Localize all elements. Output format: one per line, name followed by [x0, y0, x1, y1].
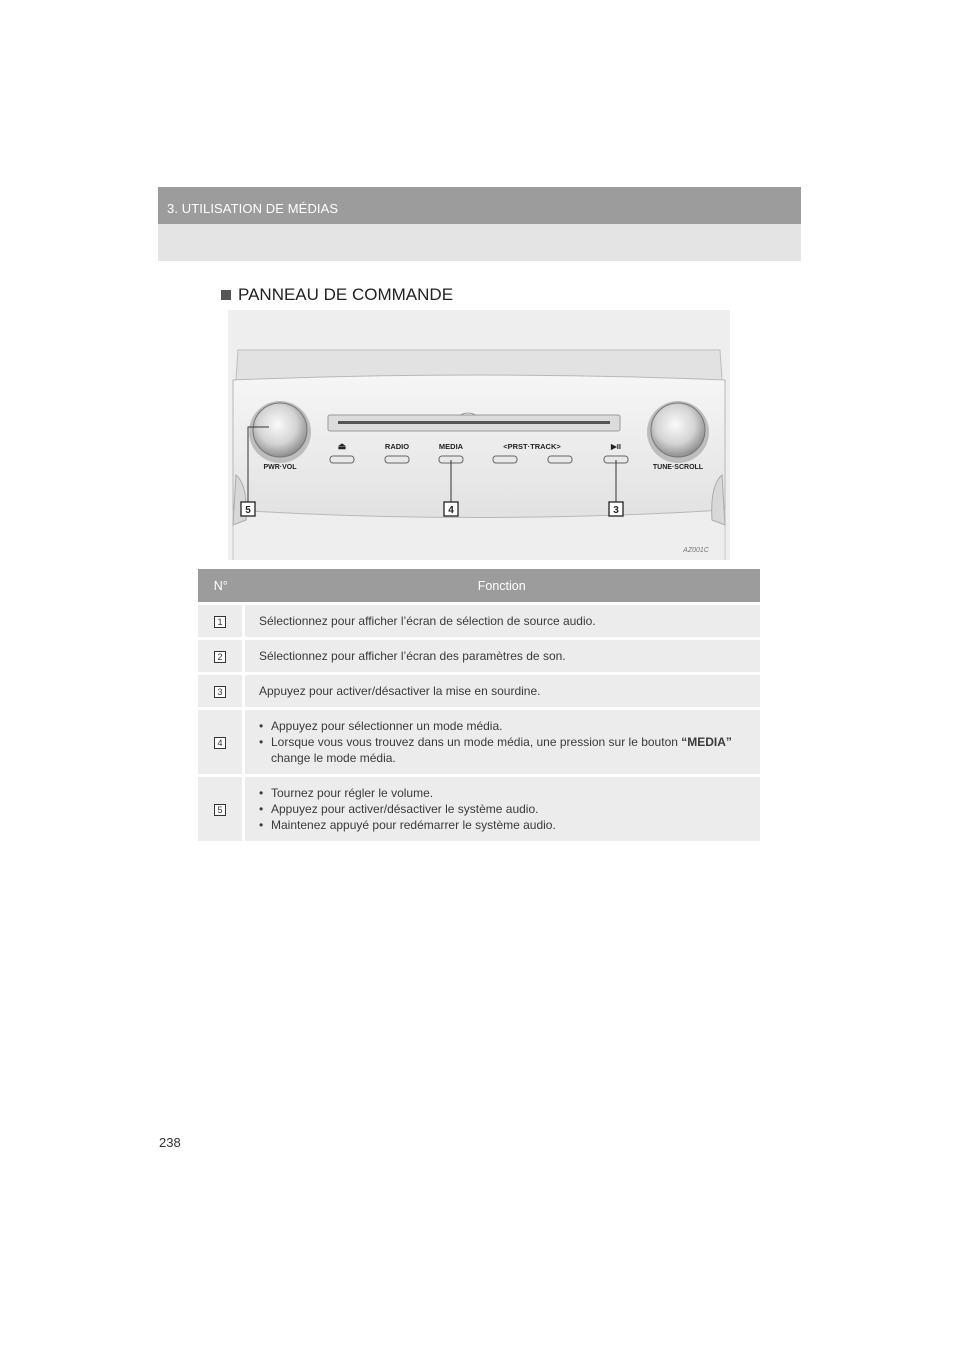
image-code: AZ001C: [683, 547, 709, 554]
callout-3: 3: [613, 505, 619, 516]
media-quote: “MEDIA”: [681, 735, 732, 749]
list-item: • Appuyez pour activer/désactiver le système audio.: [259, 801, 750, 817]
section-title: PANNEAU DE COMMANDE: [238, 285, 454, 304]
bullet-list: [259, 718, 750, 766]
function-text: Sélectionnez pour afficher l’écran de sélection de source audio.: [244, 604, 761, 639]
function-text: Sélectionnez pour afficher l’écran des paramètres de son.: [244, 639, 761, 674]
page-number: 238: [159, 1135, 181, 1150]
table-header-row: [198, 569, 760, 604]
table-row: [198, 709, 760, 776]
control-panel-illustration: [228, 310, 730, 560]
list-item: • Lorsque vous vous trouvez dans un mode média, une pression sur le bouton “MEDIA” change le mode média.: [259, 734, 750, 766]
media-label: MEDIA: [438, 442, 464, 451]
function-text: Appuyez pour activer/désactiver la mise en sourdine.: [244, 674, 761, 709]
eject-icon: ⏏: [337, 441, 347, 451]
pwr-vol-label: PWR·VOL: [263, 464, 297, 471]
list-item: • Maintenez appuyé pour redémarrer le système audio.: [259, 817, 750, 833]
tune-scroll-label: TUNE·SCROLL: [652, 464, 704, 471]
column-header-function: Fonction: [244, 569, 761, 604]
callout-5: 5: [245, 505, 251, 516]
control-panel-figure: [228, 310, 730, 560]
number-box: 3: [214, 686, 226, 698]
square-bullet-icon: [221, 290, 231, 300]
number-box: 2: [214, 651, 226, 663]
number-box: 4: [214, 737, 226, 749]
list-item: • Appuyez pour sélectionner un mode média.: [259, 718, 750, 734]
header-band: [158, 187, 801, 261]
number-box: 1: [214, 616, 226, 628]
bullet-list: [259, 785, 750, 833]
callout-4: 4: [448, 505, 454, 516]
table-row: [198, 776, 760, 842]
section-heading: [221, 285, 453, 305]
chapter-title: 3. UTILISATION DE MÉDIAS: [167, 201, 339, 216]
prst-track-label: <PRST·TRACK>: [503, 442, 561, 451]
header-bar: [158, 187, 801, 224]
number-box: 5: [214, 804, 226, 816]
table-row: [198, 604, 760, 639]
column-header-number: N°: [198, 569, 244, 604]
table-row: [198, 639, 760, 674]
play-pause-icon: ▶II: [611, 442, 621, 451]
radio-label: RADIO: [384, 442, 410, 451]
table-row: [198, 674, 760, 709]
function-table: [198, 569, 760, 841]
list-item: • Tournez pour régler le volume.: [259, 785, 750, 801]
